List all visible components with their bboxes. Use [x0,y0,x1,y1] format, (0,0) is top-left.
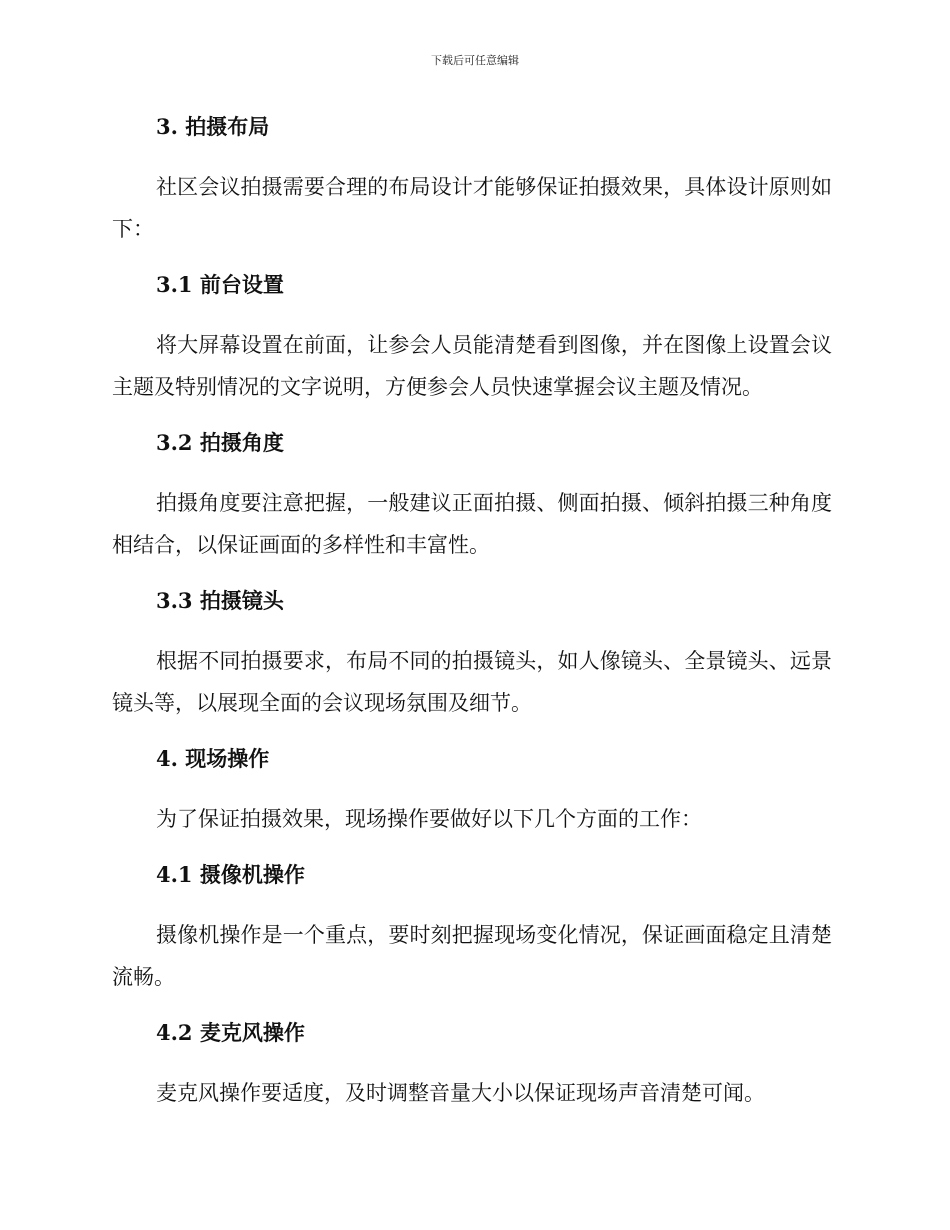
section-heading-4-2: 4.2 麦克风操作 [156,1020,305,1045]
document-body [112,112,832,1114]
section-paragraph-3-1: 将大屏幕设置在前面，让参会人员能清楚看到图像，并在图像上设置会议主题及特别情况的文字说明，方便参会人员快速掌握会议主题及情况。 [112,333,832,399]
page-header: 下载后可任意编辑 [431,54,519,67]
section-heading-3-2: 3.2 拍摄角度 [156,430,284,455]
section-paragraph-3: 社区会议拍摄需要合理的布局设计才能够保证拍摄效果，具体设计原则如下： [112,175,832,241]
section-heading-3: 3. 拍摄布局 [156,114,270,139]
section-heading-4-1: 4.1 摄像机操作 [156,862,305,887]
section-paragraph-3-3: 根据不同拍摄要求，布局不同的拍摄镜头，如人像镜头、全景镜头、远景镜头等，以展现全面的会议现场氛围及细节。 [112,649,832,715]
section-heading-3-1: 3.1 前台设置 [156,272,284,297]
section-paragraph-4: 为了保证拍摄效果，现场操作要做好以下几个方面的工作： [156,807,702,831]
section-paragraph-3-2: 拍摄角度要注意把握，一般建议正面拍摄、侧面拍摄、倾斜拍摄三种角度相结合，以保证画面的多样性和丰富性。 [112,491,832,557]
section-heading-3-3: 3.3 拍摄镜头 [156,588,284,613]
section-paragraph-4-1: 摄像机操作是一个重点，要时刻把握现场变化情况，保证画面稳定且清楚流畅。 [112,923,832,989]
section-heading-4: 4. 现场操作 [156,746,270,771]
section-paragraph-4-2: 麦克风操作要适度，及时调整音量大小以保证现场声音清楚可闻。 [156,1081,765,1105]
